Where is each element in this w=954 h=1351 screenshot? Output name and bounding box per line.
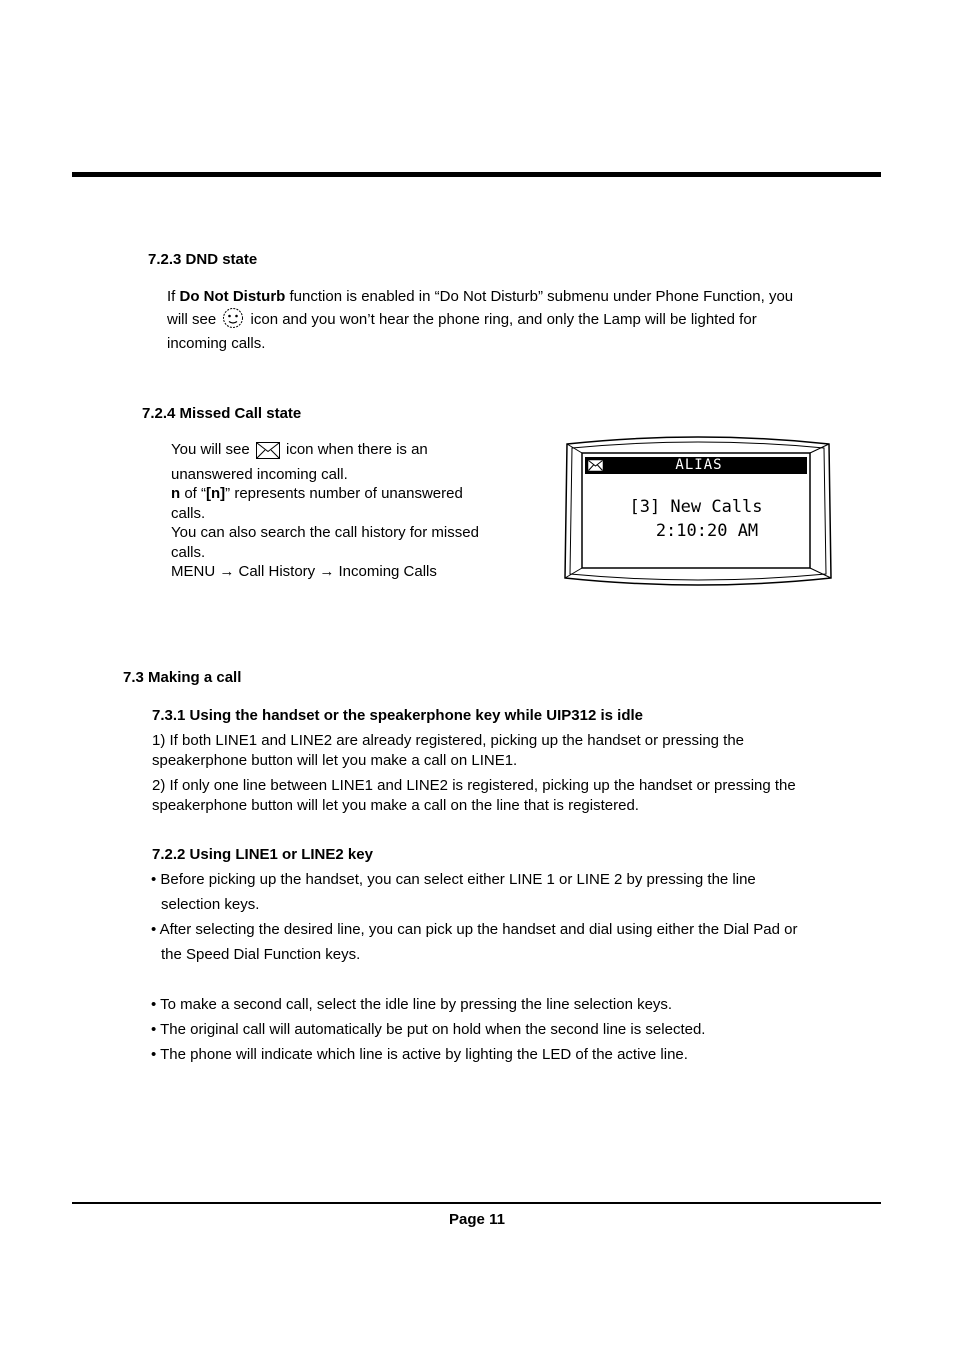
bullet-1-line2: selection keys. [161,896,260,913]
missed-call-paragraph [171,440,531,582]
dnd-text-line2b: icon and you won’t hear the phone ring, and only the Lamp will be lighted for [246,310,757,328]
lcd-title: ALIAS [675,457,723,473]
lcd-line-time: 2:10:20 AM [655,521,759,541]
missed-text-l6: calls. [171,543,206,561]
missed-text-l1b: icon when there is an [281,441,428,458]
bullet-5: • The phone will indicate which line is active by lighting the LED of the active line. [151,1046,688,1063]
bullet-1-line1: • Before picking up the handset, you can select either LINE 1 or LINE 2 by pressing the line [151,871,756,888]
handset-p2-line1: 2) If only one line between LINE1 and LINE2 is registered, picking up the handset or pressing the [152,777,796,794]
handset-p2-line2: speakerphone button will let you make a call on the line that is registered. [152,796,639,814]
missed-text-l4: calls. [171,504,206,522]
section-heading-missed-call: 7.2.4 Missed Call state [142,405,302,422]
page-number: Page 11 [449,1211,505,1228]
dnd-text-line3: incoming calls. [167,335,266,352]
missed-text-l3-rest: ” represents number of unanswered [225,485,463,502]
handset-paragraph-2 [152,776,872,815]
dnd-face-icon [222,307,244,335]
bullet-4: • The original call will automatically be put on hold when the second line is selected. [151,1021,706,1038]
handset-p1-line1: 1) If both LINE1 and LINE2 are already registered, picking up the handset or pressing the [152,732,745,749]
handset-paragraph-1 [152,731,872,770]
footer-rule [72,1202,881,1204]
missed-text-l2: unanswered incoming call. [171,465,348,483]
lcd-display-illustration [563,432,833,590]
bullet-2-line1: • After selecting the desired line, you can pick up the handset and dial using either the Dial Pad or [151,921,798,938]
section-heading-line-key: 7.2.2 Using LINE1 or LINE2 key [152,846,373,863]
missed-text-n: n [171,485,181,502]
missed-text-menu-path: MENU → Call History → Incoming Calls [171,563,437,580]
section-heading-dnd: 7.2.3 DND state [148,251,258,268]
dnd-text-line2a: will see [167,310,221,328]
missed-text-of: of “ [180,485,207,502]
header-rule [72,172,881,177]
missed-text-l1a: You will see [171,441,254,458]
lcd-line-new-calls: [3] New Calls [629,497,763,517]
section-heading-making-call: 7.3 Making a call [123,669,242,686]
bullet-2-line2: the Speed Dial Function keys. [161,946,361,963]
dnd-text-if: If [167,288,180,305]
section-heading-handset: 7.3.1 Using the handset or the speakerphone key while UIP312 is idle [152,707,644,724]
handset-p1-line2: speakerphone button will let you make a call on LINE1. [152,751,518,769]
envelope-icon [256,442,280,465]
bullet-3: • To make a second call, select the idle line by pressing the line selection keys. [151,996,673,1013]
dnd-paragraph [167,287,867,354]
missed-text-l5: You can also search the call history for missed [171,524,479,541]
missed-text-bn: [n] [206,485,226,502]
dnd-text-bold: Do Not Disturb [179,288,286,305]
dnd-text-rest1: function is enabled in “Do Not Disturb” submenu under Phone Function, you [285,288,794,305]
